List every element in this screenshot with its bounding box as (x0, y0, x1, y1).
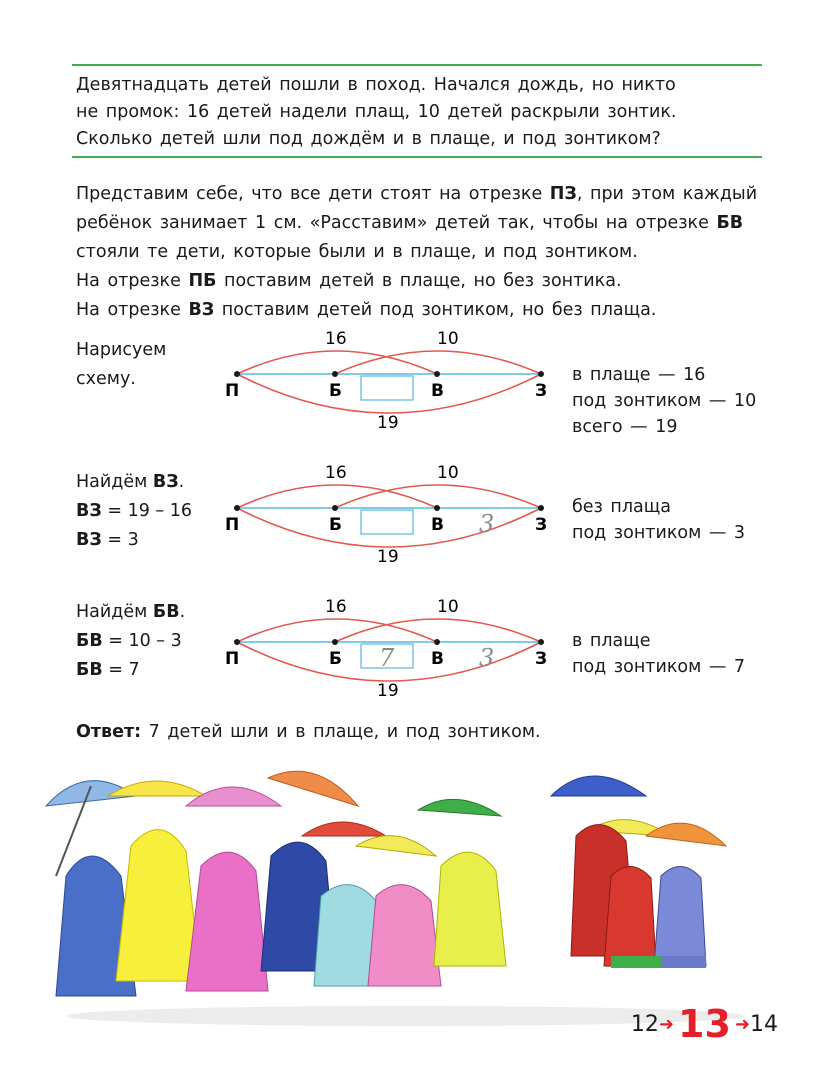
label-19: 19 (377, 681, 399, 701)
explanation (76, 180, 776, 325)
explain-line: Представим себе, что все дети стоят на отрезке ПЗ, при этом каждый (76, 184, 758, 204)
scheme-diagram-2 (215, 456, 565, 576)
explain-line: На отрезке ВЗ поставим детей под зонтиком, но без плаща. (76, 300, 657, 320)
page-navigation (631, 1002, 778, 1046)
page-current: 13 (678, 1002, 731, 1046)
point-v: В (431, 515, 444, 535)
answer (76, 722, 541, 742)
step3-right: в плаще под зонтиком — 7 (572, 631, 746, 677)
point-b: Б (329, 649, 342, 669)
problem-line: Девятнадцать детей пошли в поход. Начался дождь, но никто (76, 75, 676, 95)
explain-line: ребёнок занимает 1 см. «Расставим» детей так, чтобы на отрезке БВ (76, 213, 744, 233)
arrow-right-icon: ➜ (658, 1013, 675, 1035)
point-z: З (535, 515, 548, 535)
label-16: 16 (325, 597, 347, 617)
step1-right: в плаще — 16 под зонтиком — 10 всего — 19 (572, 365, 757, 437)
label-10: 10 (437, 329, 459, 349)
label-10: 10 (437, 463, 459, 483)
point-p: П (225, 515, 240, 535)
handwritten-vz: 3 (479, 644, 495, 672)
point-v: В (431, 649, 444, 669)
step2-right: без плаща под зонтиком — 3 (572, 497, 746, 543)
children-umbrellas-illustration (36, 766, 776, 1036)
problem-line: Сколько детей шли под дождём и в плаще, и под зонтиком? (76, 129, 661, 149)
step3-left: Найдём БВ. БВ = 10 – 3 БВ = 7 (76, 602, 186, 680)
label-16: 16 (325, 463, 347, 483)
point-p: П (225, 381, 240, 401)
point-p: П (225, 649, 240, 669)
step1-left: Нарисуем схему. (76, 340, 167, 389)
page-prev[interactable]: 12 (630, 1011, 659, 1037)
bottom-rule (72, 156, 762, 158)
page-next[interactable]: 14 (750, 1011, 778, 1037)
handwritten-bv: 7 (379, 644, 395, 672)
label-16: 16 (325, 329, 347, 349)
step2-left: Найдём ВЗ. ВЗ = 19 – 16 ВЗ = 3 (76, 472, 192, 550)
explain-line: На отрезке ПБ поставим детей в плаще, но без зонтика. (76, 271, 622, 291)
answer-text: 7 детей шли и в плаще, и под зонтиком. (141, 722, 541, 742)
point-b: Б (329, 515, 342, 535)
arrow-right-icon: ➜ (734, 1013, 750, 1035)
problem-statement (76, 72, 766, 153)
label-19: 19 (377, 413, 399, 433)
answer-label: Ответ: (76, 722, 142, 742)
point-b: Б (329, 381, 342, 401)
explain-line: стояли те дети, которые были и в плаще, и под зонтиком. (76, 242, 638, 262)
scheme-diagram-1 (215, 322, 565, 442)
point-v: В (431, 381, 444, 401)
point-z: З (535, 381, 548, 401)
label-19: 19 (377, 547, 399, 567)
point-z: З (535, 649, 548, 669)
top-rule (72, 64, 762, 66)
scheme-diagram-3 (215, 590, 565, 710)
problem-line: не промок: 16 детей надели плащ, 10 детей раскрыли зонтик. (76, 102, 677, 122)
handwritten-vz: 3 (479, 510, 495, 538)
label-10: 10 (437, 597, 459, 617)
